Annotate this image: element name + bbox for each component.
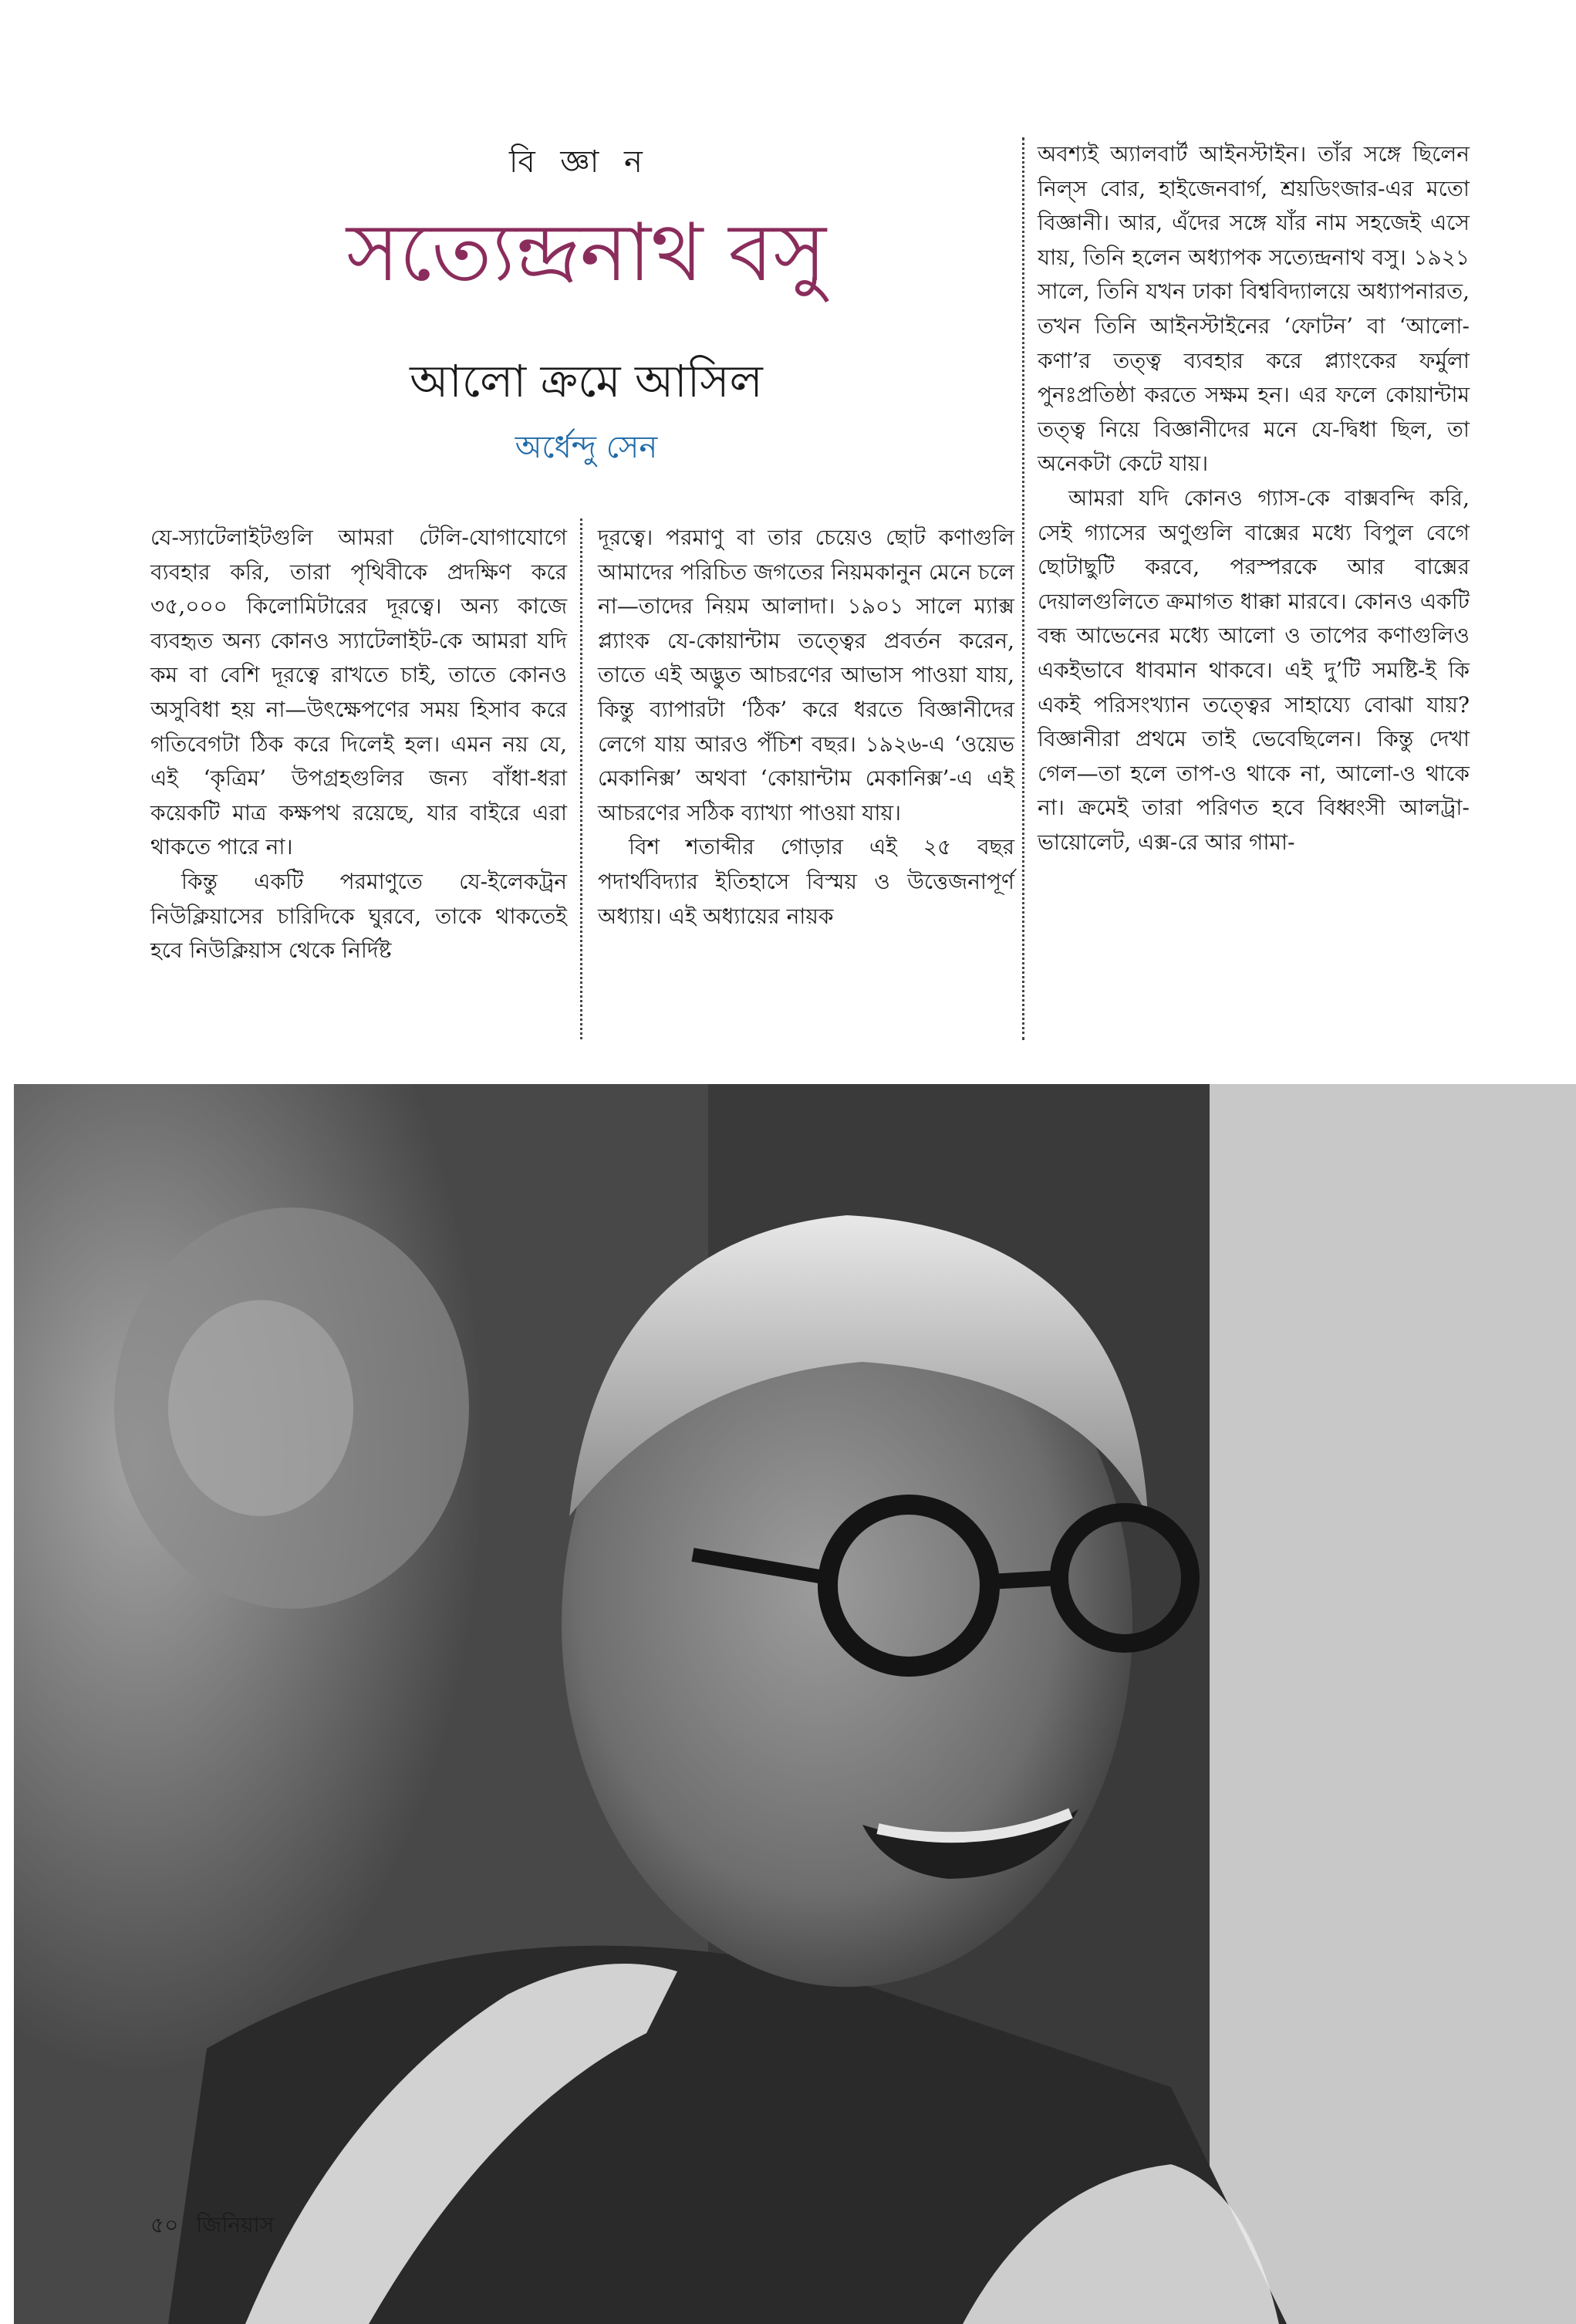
text-column-1 — [150, 521, 567, 968]
portrait-illustration — [14, 1084, 1576, 2324]
paragraph: বিশ শতাব্দীর গোড়ার এই ২৫ বছর পদার্থবিদ্যার ইতিহাসে বিস্ময় ও উত্তেজনাপূর্ণ অধ্যায়। এই অধ্যায়ের নায়ক — [598, 834, 1014, 929]
text-column-3 — [1038, 137, 1470, 860]
magazine-name: জিনিয়াস — [196, 2212, 275, 2238]
text-column-2 — [598, 521, 1014, 934]
author-byline: অর্ধেন্দু সেন — [515, 430, 658, 465]
article-title: সত্যেন্দ্রনাথ বসু — [346, 205, 827, 299]
paragraph: যে-স্যাটেলাইটগুলি আমরা টেলি-যোগাযোগে ব্যবহার করি, তারা পৃথিবীকে প্রদক্ষিণ করে ৩৫,০০০ কিলোমিটারের দূরত্বে। অন্য কাজে ব্যবহৃত অন্য কোনও স্যাটেলাইট-কে আমরা যদি কম বা বেশি দূরত্বে রাখতে চাই, তাতে কোনও অসুবিধা হয় না—উৎক্ষেপণের সময় হিসাব করে গতিবেগটা ঠিক করে দিলেই হল। এমন নয় যে, এই ‘কৃত্রিম’ উপগ্রহগুলির জন্য বাঁধা-ধরা কয়েকটি মাত্র কক্ষপথ রয়েছে, যার বাইরে এরা থাকতে পারে না। — [150, 525, 567, 860]
page-footer — [150, 2208, 285, 2245]
paragraph: কিন্তু একটি পরমাণুতে যে-ইলেকট্রন নিউক্লিয়াসের চারিদিকে ঘুরবে, তাকে থাকতেই হবে নিউক্লিয়াস থেকে নির্দিষ্ট — [150, 868, 567, 964]
page-number: ৫০ — [150, 2212, 179, 2238]
article-subtitle: আলো ক্রমে আসিল — [410, 355, 763, 407]
column-divider — [580, 519, 582, 1039]
paragraph: দূরত্বে। পরমাণু বা তার চেয়েও ছোট কণাগুলি আমাদের পরিচিত জগতের নিয়মকানুন মেনে চলে না—তাদের নিয়ম আলাদা। ১৯০১ সালে ম্যাক্স প্ল্যাংক যে-কোয়ান্টাম তত্ত্বের প্রবর্তন করেন, তাতে এই অদ্ভুত আচরণের আভাস পাওয়া যায়, কিন্তু ব্যাপারটা ‘ঠিক’ করে ধরতে বিজ্ঞানীদের লেগে যায় আরও পঁচিশ বছর। ১৯২৬-এ ‘ওয়েভ মেকানিক্স’ অথবা ‘কোয়ান্টাম মেকানিক্স’-এ এই আচরণের সঠিক ব্যাখ্যা পাওয়া যায়। — [598, 525, 1014, 826]
paragraph: আমরা যদি কোনও গ্যাস-কে বাক্সবন্দি করি, সেই গ্যাসের অণুগুলি বাক্সের মধ্যে বিপুল বেগে ছোটাছুটি করবে, পরস্পরকে আর বাক্সের দেয়ালগুলিতে ক্রমাগত ধাক্কা মারবে। কোনও একটি বন্ধ আভেনের মধ্যে আলো ও তাপের কণাগুলিও একইভাবে ধাবমান থাকবে। এই দু’টি সমষ্টি-ই কি একই পরিসংখ্যান তত্ত্বের সাহায্যে বোঝা যায়? বিজ্ঞানীরা প্রথমে তাই ভেবেছিলেন। কিন্তু দেখা গেল—তা হলে তাপ-ও থাকে না, আলো-ও থাকে না। ক্রমেই তারা পরিণত হবে বিধ্বংসী আলট্রা-ভায়োলেট, এক্স-রে আর গামা- — [1038, 485, 1470, 855]
column-divider — [1022, 137, 1024, 1040]
section-label: বি জ্ঞা ন — [509, 144, 650, 180]
paragraph: অবশ্যই অ্যালবার্ট আইনস্টাইন। তাঁর সঙ্গে ছিলেন নিল্‌স বোর, হাইজেনবার্গ, শ্রয়ডিংজার-এর মতো বিজ্ঞানী। আর, এঁদের সঙ্গে যাঁর নাম সহজেই এসে যায়, তিনি হলেন অধ্যাপক সত্যেন্দ্রনাথ বসু। ১৯২১ সালে, তিনি যখন ঢাকা বিশ্ববিদ্যালয়ে অধ্যাপনারত, তখন তিনি আইনস্টাইনের ‘ফোটন’ বা ‘আলো-কণা’র তত্ত্ব ব্যবহার করে প্ল্যাংকের ফর্মুলা পুনঃপ্রতিষ্ঠা করতে সক্ষম হন। এর ফলে কোয়ান্টাম তত্ত্ব নিয়ে বিজ্ঞানীদের মনে যে-দ্বিধা ছিল, তা অনেকটা কেটে যায়। — [1038, 141, 1470, 477]
portrait-photo — [14, 1084, 1576, 2324]
